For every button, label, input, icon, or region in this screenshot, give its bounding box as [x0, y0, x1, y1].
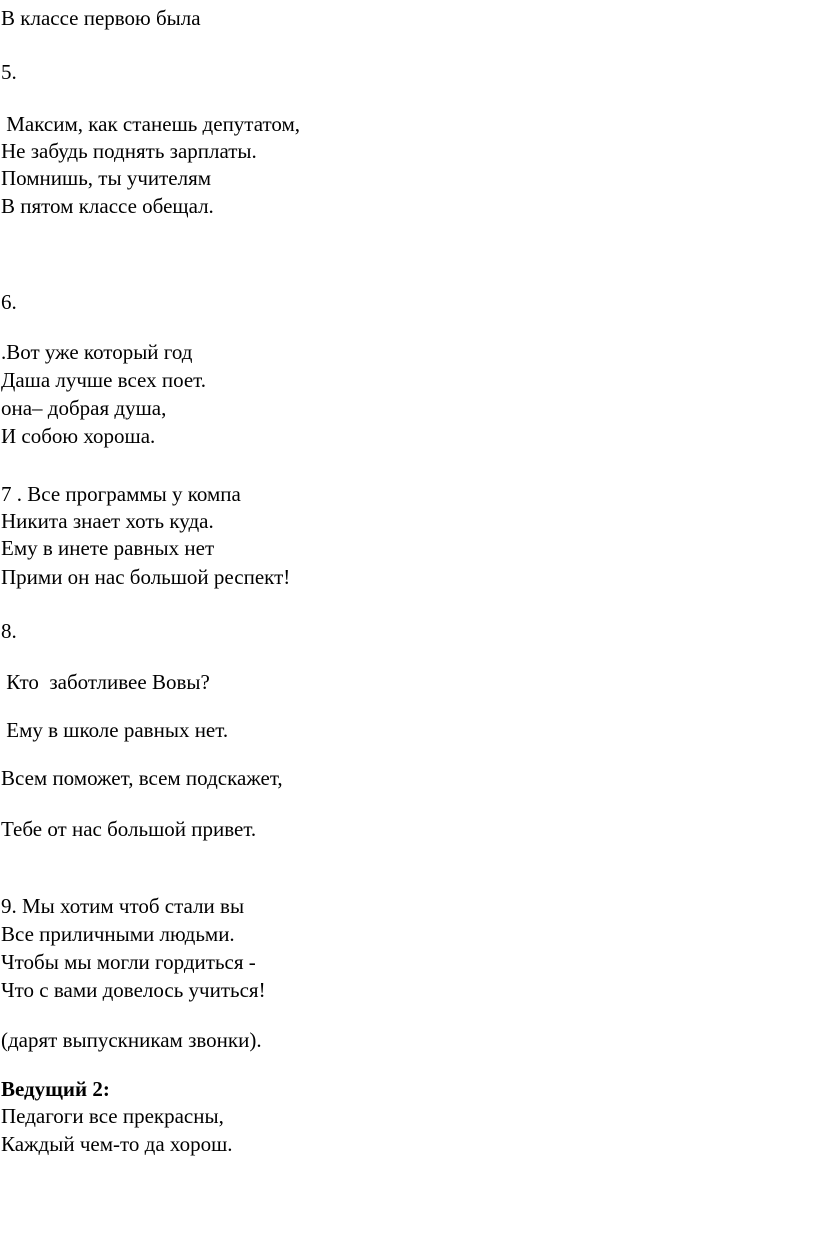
text-line: Максим, как станешь депутатом, — [1, 112, 301, 136]
verse-number: 6. — [1, 290, 17, 314]
text-line: Каждый чем-то да хорош. — [1, 1132, 233, 1156]
text-line: В классе первою была — [1, 6, 201, 30]
text-line: Тебе от нас большой привет. — [1, 817, 257, 841]
verse-number: 5. — [1, 60, 17, 84]
text-line: Ему в школе равных нет. — [1, 718, 229, 742]
text-line: В пятом классе обещал. — [1, 194, 214, 218]
text-line: Никита знает хоть куда. — [1, 509, 214, 533]
text-line: Педагоги все прекрасны, — [1, 1104, 224, 1128]
text-line: Чтобы мы могли гордиться - — [1, 950, 256, 974]
text-line: Все приличными людьми. — [1, 922, 235, 946]
text-line: Всем поможет, всем подскажет, — [1, 766, 283, 790]
text-line: Не забудь поднять зарплаты. — [1, 139, 257, 163]
text-line: Что с вами довелось учиться! — [1, 978, 266, 1002]
text-line: Ему в инете равных нет — [1, 536, 215, 560]
stage-direction: (дарят выпускникам звонки). — [1, 1028, 262, 1052]
text-line: Кто заботливее Вовы? — [1, 670, 210, 694]
text-line: Прими он нас большой респект! — [1, 565, 291, 589]
verse-number: 8. — [1, 619, 17, 643]
speaker-heading: Ведущий 2: — [1, 1077, 110, 1101]
text-line: И собою хороша. — [1, 424, 156, 448]
text-line: .Вот уже который год — [1, 340, 193, 364]
text-line: 9. Мы хотим чтоб стали вы — [1, 894, 245, 918]
text-line: Помнишь, ты учителям — [1, 166, 212, 190]
text-line: она– добрая душа, — [1, 396, 167, 420]
text-line: Даша лучше всех поет. — [1, 368, 206, 392]
text-line: 7 . Все программы у компа — [1, 482, 241, 506]
